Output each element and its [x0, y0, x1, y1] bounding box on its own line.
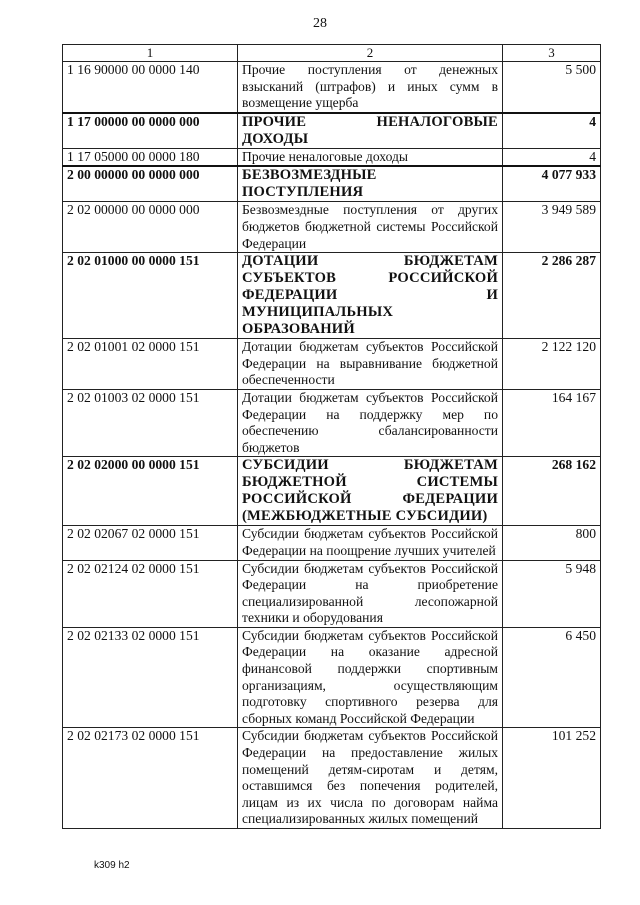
- table-row: [63, 560, 601, 627]
- description-cell: Субсидии бюджетам субъектов Российской Федерации на поощрение лучших учителей: [238, 526, 503, 560]
- amount-cell: 101 252: [503, 728, 601, 829]
- budget-code-cell: 2 02 02000 00 0000 151: [63, 457, 238, 526]
- budget-code-cell: 2 02 01001 02 0000 151: [63, 339, 238, 390]
- amount-cell: 3 949 589: [503, 202, 601, 253]
- description-cell: Прочие поступления от денежных взысканий (штрафов) и иных сумм в возмещение ущерба: [238, 62, 503, 113]
- table-header-row: [63, 45, 601, 62]
- amount-cell: 5 500: [503, 62, 601, 113]
- table-row: [63, 457, 601, 526]
- description-cell: Дотации бюджетам субъектов Российской Федерации на поддержку мер по обеспечению сбалансированности бюджетов: [238, 389, 503, 456]
- description-cell: Дотации бюджетам субъектов Российской Федерации на выравнивание бюджетной обеспеченности: [238, 339, 503, 390]
- table-row: [63, 339, 601, 390]
- budget-code-cell: 2 02 00000 00 0000 000: [63, 202, 238, 253]
- table-row: [63, 113, 601, 149]
- amount-cell: 5 948: [503, 560, 601, 627]
- amount-cell: 800: [503, 526, 601, 560]
- budget-code-cell: 2 00 00000 00 0000 000: [63, 166, 238, 202]
- amount-cell: 6 450: [503, 627, 601, 728]
- amount-cell: 2 122 120: [503, 339, 601, 390]
- table-row: [63, 627, 601, 728]
- column-header-amount: 3: [503, 45, 601, 62]
- amount-cell: 268 162: [503, 457, 601, 526]
- table-row: [63, 389, 601, 456]
- table-row: [63, 166, 601, 202]
- budget-code-cell: 2 02 02124 02 0000 151: [63, 560, 238, 627]
- description-cell: Субсидии бюджетам субъектов Российской Федерации на приобретение специализированной лесопожарной техники и оборудования: [238, 560, 503, 627]
- description-cell: Субсидии бюджетам субъектов Российской Федерации на оказание адресной финансовой поддержки спортивным организациям, осуществляющим подготовку спортивного резерва для сборных команд Российской Федерации: [238, 627, 503, 728]
- budget-code-cell: 2 02 01003 02 0000 151: [63, 389, 238, 456]
- amount-cell: 4: [503, 113, 601, 149]
- description-cell: Безвозмездные поступления от других бюджетов бюджетной системы Российской Федерации: [238, 202, 503, 253]
- description-cell: Субсидии бюджетам субъектов Российской Федерации на предоставление жилых помещений детям-сиротам и детям, оставшимся без попечения родителей, лицам из их числа по договорам найма специализированных жилых помещений: [238, 728, 503, 829]
- budget-table: [62, 44, 601, 829]
- budget-code-cell: 2 02 02173 02 0000 151: [63, 728, 238, 829]
- table-row: [63, 62, 601, 113]
- description-cell: ПРОЧИЕ НЕНАЛОГОВЫЕ ДОХОДЫ: [238, 113, 503, 149]
- amount-cell: 164 167: [503, 389, 601, 456]
- amount-cell: 4: [503, 148, 601, 166]
- description-cell: БЕЗВОЗМЕЗДНЫЕ ПОСТУПЛЕНИЯ: [238, 166, 503, 202]
- page-number: 28: [313, 16, 327, 31]
- budget-code-cell: 1 17 05000 00 0000 180: [63, 148, 238, 166]
- column-header-code: 1: [63, 45, 238, 62]
- table-row: [63, 202, 601, 253]
- budget-code-cell: 2 02 01000 00 0000 151: [63, 253, 238, 339]
- amount-cell: 2 286 287: [503, 253, 601, 339]
- footer-code: k309 h2: [94, 860, 130, 871]
- budget-code-cell: 2 02 02133 02 0000 151: [63, 627, 238, 728]
- budget-code-cell: 2 02 02067 02 0000 151: [63, 526, 238, 560]
- table-row: [63, 253, 601, 339]
- amount-cell: 4 077 933: [503, 166, 601, 202]
- column-header-description: 2: [238, 45, 503, 62]
- description-cell: СУБСИДИИ БЮДЖЕТАМ БЮДЖЕТНОЙ СИСТЕМЫ РОССИЙСКОЙ ФЕДЕРАЦИИ (МЕЖБЮДЖЕТНЫЕ СУБСИДИИ): [238, 457, 503, 526]
- table-row: [63, 526, 601, 560]
- budget-code-cell: 1 17 00000 00 0000 000: [63, 113, 238, 149]
- budget-code-cell: 1 16 90000 00 0000 140: [63, 62, 238, 113]
- table-row: [63, 148, 601, 166]
- description-cell: Прочие неналоговые доходы: [238, 148, 503, 166]
- description-cell: ДОТАЦИИ БЮДЖЕТАМ СУБЪЕКТОВ РОССИЙСКОЙ ФЕДЕРАЦИИ И МУНИЦИПАЛЬНЫХ ОБРАЗОВАНИЙ: [238, 253, 503, 339]
- table-row: [63, 728, 601, 829]
